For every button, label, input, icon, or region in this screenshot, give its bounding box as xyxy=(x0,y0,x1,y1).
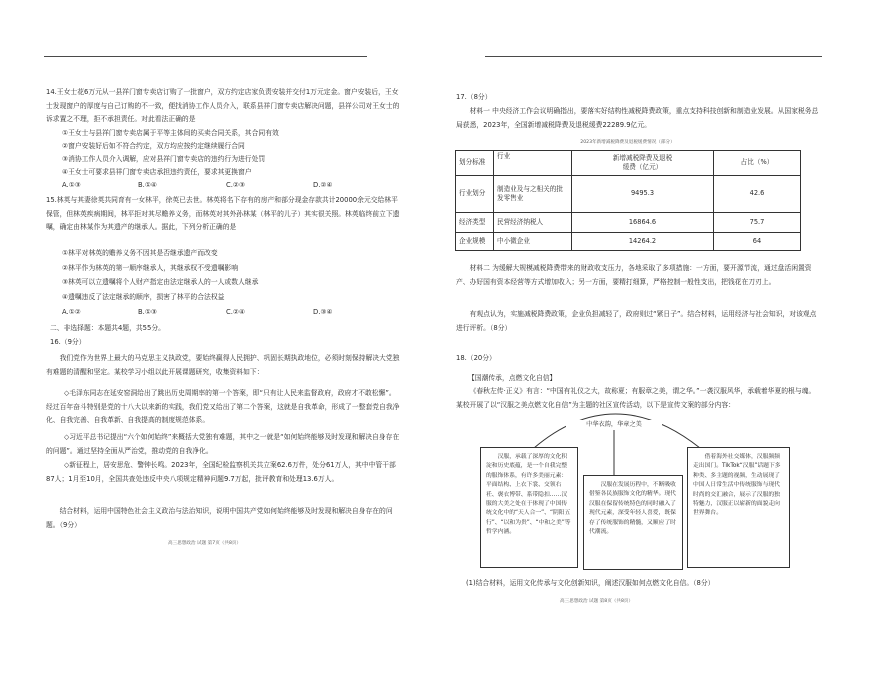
diagram-box-1: 汉服，承载了深厚的文化积淀和历史底蕴，是一个自我完整的服饰体系，有许多美丽元素：平面结构、上衣下裳、交领右衽、褒衣博带、系带隐扣……汉服的大美之处在于体现了中国传统文化中的“天人合一”、“阴阳五行”、“以和为贵”、“中和之美”等哲学内涵。 xyxy=(480,447,578,568)
q18-heading: 【国潮传承，点燃文化自信】 xyxy=(468,374,557,382)
table-row xyxy=(456,213,801,233)
diagram-box-2: 汉服在发展历程中，不断吸收借鉴各民族服饰文化的精华。现代汉服在保留传统特色的同时融入了现代元素，深受年轻人喜爱，既保存了传统服饰的精髓，又顺应了时代潮流。 xyxy=(583,475,683,570)
table-header-cell: 新增减税降费及退税缓费（亿元） xyxy=(572,151,714,176)
table-header-cell: 划分标准 xyxy=(456,151,494,176)
q14-option-2: ②窗户安装好后如不符合约定，双方均应按约定继续履行合同 xyxy=(62,142,245,150)
table-cell: 中小微企业 xyxy=(494,233,572,251)
q14-choice-a: A.①③ xyxy=(62,181,81,189)
table-cell: 64 xyxy=(714,233,801,251)
q16-bullet-3: ◇新征程上，居安思危、警钟长鸣。2023年，全国纪检监察机关共立案62.6万件，处分61万人，其中中管干部87人；1月至10月，全国共查处违反中央八项规定精神问题9.7万起，批评教育和处理13.6万人。 xyxy=(46,461,396,483)
hanfu-diagram xyxy=(470,408,800,574)
q18-intro: 《春秋左传·正义》有言：“中国有礼仪之大，故称夏；有服章之美，谓之华。”一袭汉服风华，承载着华夏的根与魂。某校开展了以“汉服之美点燃文化自信”为主题的社区宣传活动，以下是宣传文案的部分内容： xyxy=(456,387,816,409)
q15-stem: 15.林英与其妻徐英共同育有一女林平，徐英已去世。林英将名下存有的房产和部分现金存款共计20000余元交给林平保管，但林英疾病期间，林平拒对其尽赡养义务，而林英对其外孙林某（林平的儿子）其实很关照。林英临终前立下遗嘱，确定由林某作为其遗产的继承人。据此，下列分析正确的是 xyxy=(46,196,400,232)
table-cell: 民营经济纳税人 xyxy=(494,213,572,233)
table-cell: 9495.3 xyxy=(572,176,714,213)
table-cell: 75.7 xyxy=(714,213,801,233)
table-row xyxy=(456,233,801,251)
q15-option-2: ②林平作为林英的第一顺序继承人，其继承权不受遗嘱影响 xyxy=(62,263,239,272)
q17-material-2: 材料二 为缓解大规模减税降费带来的财政收支压力，各地采取了多项措施：一方面，要开源节流，通过盘活闲置资产、办好国有资本经营等方式增加收入；另一方面，要精打细算，严格控制一般性支出，把钱花在刀刃上。 xyxy=(456,264,812,286)
q14-choices xyxy=(62,179,363,192)
table-cell: 企业规模 xyxy=(456,233,494,251)
table-header-cell: 占比（%） xyxy=(714,151,801,176)
q15-option-1: ①林平对林英的赡养义务不因其是否继承遗产而改变 xyxy=(62,249,218,257)
q16-bullet-2: ◇习近平总书记提出“六个如何始终”来概括大党独有难题，其中之一就是“如何始终能够及时发现和解决自身存在的问题”。通过坚持全面从严治党，推动党的自我净化。 xyxy=(46,433,400,455)
section-heading-non-choice: 二、非选择题：本题共4题，共55分。 xyxy=(50,324,165,332)
table-cell: 16864.6 xyxy=(572,213,714,233)
left-page xyxy=(0,0,430,686)
q14-choice-c: C.②③ xyxy=(226,181,246,189)
q14-stem: 14.王女士花6万元从一县祥门窗专卖店订购了一批窗户，双方约定店家负责安装并交付1万元定金。窗户安装后，王女士发现窗户的厚度与自己订购的不一致，便找消协工作人员介入，联系县祥门窗专卖店解决问题，县祥公司对王女士的诉求置之不理，拒不承担责任。对此看法正确的是 xyxy=(46,88,400,124)
q14-choice-b: B.①④ xyxy=(138,181,158,189)
q16-title: 16.（9分） xyxy=(50,338,86,346)
q15-option-3: ③林英可以立遗嘱将个人财产指定由法定继承人的一人或数人继承 xyxy=(62,278,259,286)
left-page-footer: 高三思想政治 试题 第7页（共8页） xyxy=(168,541,242,546)
q16-task: 结合材料，运用中国特色社会主义政治与法治知识，说明中国共产党如何始终能够及时发现和解决自身存在的问题。（9分） xyxy=(46,507,393,529)
q15-option-4: ④遗嘱违反了法定继承的顺序，损害了林平的合法权益 xyxy=(62,292,225,301)
q17-task: 有观点认为，实施减税降费政策，企业负担减轻了，政府则过“紧日子”。结合材料，运用经济与社会知识，对该观点进行评析。（8分） xyxy=(456,310,817,332)
q14-option-4: ④王女士可要求县祥门窗专卖店承担违约责任，要求其更换窗户 xyxy=(62,168,252,176)
q14-options xyxy=(62,127,402,179)
q15-choices xyxy=(62,306,363,319)
q15-choice-c: C.②④ xyxy=(226,308,246,316)
table-row xyxy=(456,176,801,213)
q18-task-1: (1)结合材料，运用文化传承与文化创新知识，阐述汉服如何点燃文化自信。（8分） xyxy=(466,579,715,587)
q17-material-1: 材料一 中央经济工作会议明确指出，要落实好结构性减税降费政策，重点支持科技创新和制造业发展。从国家税务总局获悉，2023年，全国新增减税降费及退税缓费22289.9亿元。 xyxy=(456,107,819,129)
table-cell: 14264.2 xyxy=(572,233,714,251)
right-page-footer: 高三思想政治 试题 第8页（共8页） xyxy=(560,599,634,604)
q15-choice-b: B.①③ xyxy=(138,308,158,316)
q14-option-1: ①王女士与县祥门窗专卖店属于平等主体间的买卖合同关系，其合同有效 xyxy=(62,129,279,137)
q17-table-caption: 2023年新增减税降费及退税缓费情况（部分） xyxy=(580,140,675,145)
q16-intro: 我们党作为世界上最大的马克思主义执政党，要始终赢得人民拥护、巩固长期执政地位，必须时刻保持解决大党独有难题的清醒和坚定。某校学习小组以此开展课题研究，收集资料如下： xyxy=(46,354,400,376)
q14-option-3: ③消协工作人员介入调解，应对县祥门窗专卖店的违约行为进行处罚 xyxy=(62,155,266,163)
q17-title: 17.（8分） xyxy=(456,93,492,101)
table-cell: 42.6 xyxy=(714,176,801,213)
q17-data-table xyxy=(455,150,801,251)
table-header-cell: 行业 xyxy=(494,151,572,176)
table-cell: 行业划分 xyxy=(456,176,494,213)
q15-options xyxy=(62,246,402,304)
table-cell: 经济类型 xyxy=(456,213,494,233)
table-cell: 制造业及与之相关的批发零售业 xyxy=(494,176,572,213)
diagram-box-3: 借着海外社交媒体，汉服频频走出国门。TikTok“汉服”话题下多种类、多主题的视频，生动展现了中国人日常生活中传统服饰与现代时尚的交汇融合，展示了汉服的独特魅力，汉服正以崭新的面貌走向世界舞台。 xyxy=(687,447,790,568)
table-header-row xyxy=(456,151,801,176)
q16-bullet-1: ◇毛泽东同志在延安窑洞给出了跳出历史周期率的第一个答案，即“只有让人民来监督政府，政府才不敢松懈”。经过百年奋斗特别是党的十八大以来新的实践，我们党又给出了第二个答案，这就是自我革命，形成了一整套党自我净化、自我完善、自我革新、自我提高的制度规范体系。 xyxy=(46,389,400,425)
q15-choice-d: D.③④ xyxy=(313,308,333,316)
diagram-top-label: 中华衣韵，华章之美 xyxy=(566,420,662,430)
q14-choice-d: D.②④ xyxy=(313,181,333,189)
q18-title: 18.（20分） xyxy=(456,354,496,362)
q15-choice-a: A.①② xyxy=(62,308,81,316)
